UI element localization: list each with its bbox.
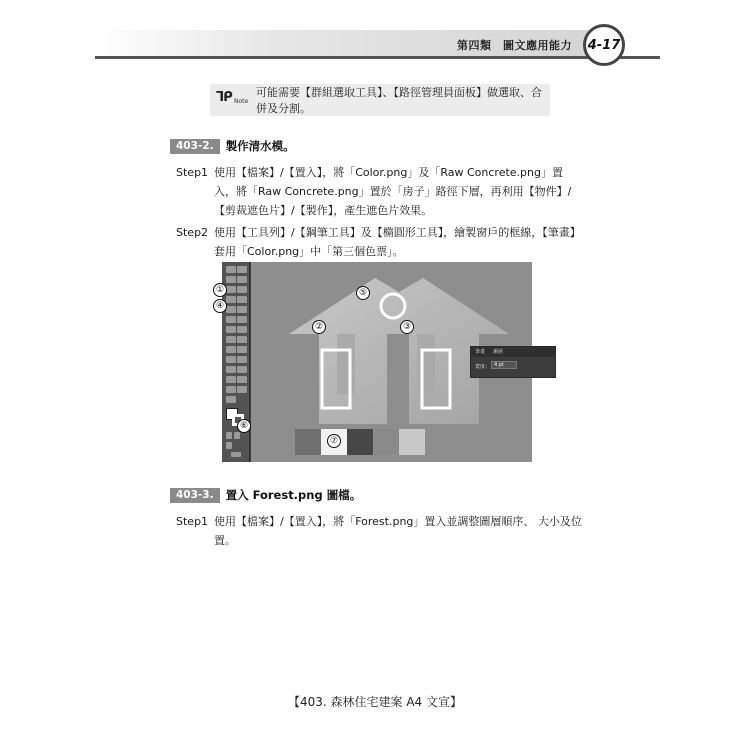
callout-3: ③ xyxy=(400,320,414,334)
callout-7: ⑦ xyxy=(327,434,341,448)
page-footer: 【403. 森林住宅建案 A4 文宣】 xyxy=(287,695,462,709)
header-rule xyxy=(95,56,660,59)
selection-tool-icon xyxy=(226,266,236,273)
line-tool-icon xyxy=(237,296,247,303)
stroke-width-field[interactable]: 4 pt xyxy=(491,361,517,369)
free-transform-tool-icon xyxy=(237,336,247,343)
type-tool-icon xyxy=(226,296,236,303)
step-label: Step1 xyxy=(176,515,209,528)
page-number: 4-17 xyxy=(587,37,621,53)
section-badge: 403-2. xyxy=(170,139,220,154)
blend-tool-icon xyxy=(237,366,247,373)
symbol-sprayer-tool-icon xyxy=(226,376,236,383)
step-text: 使用【檔案】/【置入】，將「Color.png」及「Raw Concrete.png」置入，將「Raw Concrete.png」置於「房子」路徑下層，再利用【物件】/【剪裁遮色片】/【製作】，產生遮色片效果。 xyxy=(214,166,572,217)
artboard-canvas xyxy=(251,262,532,462)
perspective-tool-icon xyxy=(237,346,247,353)
draw-mode-icon xyxy=(226,442,232,449)
magic-wand-tool-icon xyxy=(226,276,236,283)
illustrator-screenshot xyxy=(215,262,532,462)
callout-6: ⑥ xyxy=(237,419,251,433)
lasso-tool-icon xyxy=(237,276,247,283)
note-icon-label: Note xyxy=(234,98,249,105)
step-item xyxy=(176,223,584,261)
color-mode-icon xyxy=(226,432,232,439)
pencil-tool-icon xyxy=(226,316,236,323)
curvature-tool-icon xyxy=(237,286,247,293)
section-header-403-3 xyxy=(170,487,361,503)
swatch-5[interactable] xyxy=(399,429,425,455)
note-icon-glyph: ᒣᑭ xyxy=(216,90,232,105)
section-title: 置入 Forest.png 圖檔。 xyxy=(225,488,362,502)
step-text: 使用【工具列】/【鋼筆工具】及【橢圓形工具】，繪製窗戶的框線，【筆畫】套用「Color.png」中「第三個色票」。 xyxy=(214,226,581,258)
note-text: 可能需要【群組選取工具】、【路徑管理員面板】做選取、合併及分割。 xyxy=(256,86,542,115)
step-label: Step1 xyxy=(176,166,209,179)
callout-1: ① xyxy=(213,283,227,297)
note-icon xyxy=(216,90,252,108)
callout-5: ⑤ xyxy=(356,286,370,300)
eraser-tool-icon xyxy=(237,316,247,323)
swatch-3[interactable] xyxy=(347,429,373,455)
pen-tool-icon xyxy=(226,286,236,293)
step-item xyxy=(176,163,584,220)
tab-stroke[interactable]: 筆畫 xyxy=(475,349,486,355)
zoom-tool-icon xyxy=(226,396,236,403)
section-badge: 403-3. xyxy=(170,488,220,503)
note-box xyxy=(210,84,550,116)
stroke-width-label: 寬度： xyxy=(475,364,491,370)
screen-mode-icon xyxy=(231,452,241,457)
gradient-tool-icon xyxy=(237,356,247,363)
stroke-panel-tabs xyxy=(471,347,555,357)
shape-builder-tool-icon xyxy=(226,346,236,353)
artboard-tool-icon xyxy=(226,386,236,393)
step-text: 使用【檔案】/【置入】，將「Forest.png」置入並調整圖層順序、 大小及位置。 xyxy=(214,515,582,547)
ellipse-tool-icon xyxy=(226,306,236,313)
step-label: Step2 xyxy=(176,226,209,239)
swatch-4[interactable] xyxy=(373,429,399,455)
eyedropper-tool-icon xyxy=(226,366,236,373)
section-title: 製作清水模。 xyxy=(225,139,295,153)
callout-4: ④ xyxy=(213,299,227,313)
paintbrush-tool-icon xyxy=(237,306,247,313)
rotate-tool-icon xyxy=(226,326,236,333)
graph-tool-icon xyxy=(237,376,247,383)
tab-gradient[interactable]: 漸層 xyxy=(493,349,504,355)
callout-2: ② xyxy=(312,320,326,334)
slice-tool-icon xyxy=(237,386,247,393)
step-item xyxy=(176,512,584,550)
scale-tool-icon xyxy=(237,326,247,333)
section-header-403-2 xyxy=(170,138,295,154)
gradient-mode-icon xyxy=(234,432,240,439)
mesh-tool-icon xyxy=(226,356,236,363)
stroke-panel[interactable] xyxy=(470,346,556,378)
swatch-1[interactable] xyxy=(295,429,321,455)
direct-selection-tool-icon xyxy=(237,266,247,273)
width-tool-icon xyxy=(226,336,236,343)
page-number-badge xyxy=(583,24,625,66)
chapter-title: 第四類 圖文應用能力 xyxy=(457,39,572,52)
